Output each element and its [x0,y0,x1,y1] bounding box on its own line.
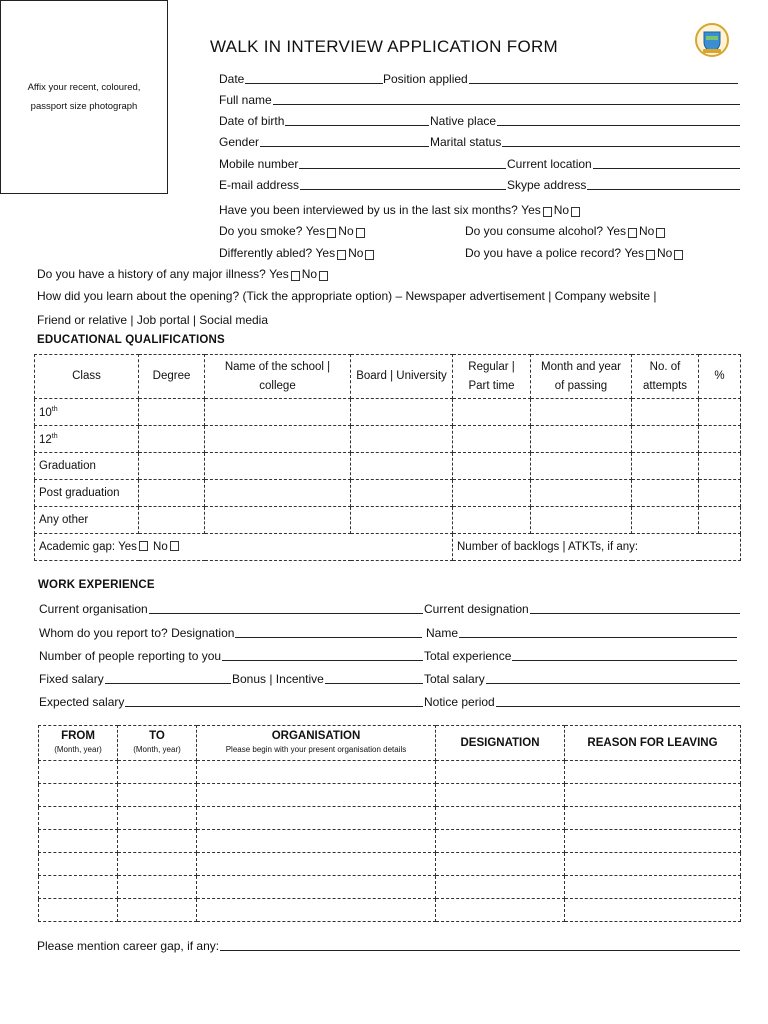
yes-label: Yes [624,246,645,260]
table-row [39,761,741,784]
illness-question: Do you have a history of any major illness? [37,267,266,281]
alcohol-question: Do you consume alcohol? [465,224,604,238]
people-reporting-label: Number of people reporting to you [39,649,222,663]
marital-status-field[interactable] [502,134,740,147]
no-label: No [301,267,318,281]
col-to: TO (Month, year) [118,726,197,761]
full-name-field[interactable] [273,92,740,105]
native-place-field[interactable] [497,113,740,126]
col-class: Class [35,355,139,399]
dob-label: Date of birth [219,114,285,128]
col-designation: DESIGNATION [436,726,565,761]
photo-box[interactable] [0,0,168,194]
report-to-label: Whom do you report to? Designation [39,626,235,640]
table-row [39,807,741,830]
no-checkbox[interactable] [656,228,665,238]
native-place-label: Native place [430,114,497,128]
education-table [34,354,741,561]
email-label: E-mail address [219,178,300,192]
table-row [35,480,741,507]
yes-label: Yes [315,246,336,260]
location-label: Current location [507,157,592,171]
career-gap-field[interactable] [220,938,740,951]
row-label-any-other: Any other [35,507,139,534]
col-month-year: Month and year of passing [531,355,632,399]
row-label-10th: 10th [35,399,139,426]
expected-salary-label: Expected salary [39,695,125,709]
yes-label: Yes [305,224,326,238]
total-experience-label: Total experience [424,649,512,663]
bonus-label: Bonus | Incentive [232,672,324,686]
notice-period-field[interactable] [496,694,740,707]
current-org-field[interactable] [149,601,423,614]
yes-label: Yes [521,203,541,217]
total-salary-field[interactable] [486,671,740,684]
yes-checkbox[interactable] [139,541,148,551]
col-school: Name of the school | college [205,355,351,399]
form-title: WALK IN INTERVIEW APPLICATION FORM [209,37,559,56]
no-checkbox[interactable] [571,207,580,217]
backlogs-cell[interactable] [453,534,741,561]
fixed-salary-label: Fixed salary [39,672,104,686]
police-question: Do you have a police record? [465,246,622,260]
table-row [39,876,741,899]
col-regular: Regular | Part time [453,355,531,399]
col-board: Board | University [351,355,453,399]
position-label: Position applied [383,72,468,86]
gender-field[interactable] [260,134,429,147]
yes-checkbox[interactable] [327,228,336,238]
col-attempts: No. of attempts [632,355,699,399]
current-designation-field[interactable] [530,601,740,614]
yes-label: Yes [606,224,627,238]
location-field[interactable] [593,156,740,169]
school-crest-icon [692,22,732,58]
no-checkbox[interactable] [365,250,374,260]
mobile-label: Mobile number [219,157,299,171]
table-row [39,784,741,807]
no-label: No [338,224,354,238]
academic-gap-label: Academic gap: [39,541,116,553]
no-checkbox[interactable] [356,228,365,238]
no-checkbox[interactable] [319,271,328,281]
table-row [39,899,741,922]
abled-question: Differently abled? [219,246,313,260]
education-heading: EDUCATIONAL QUALIFICATIONS [37,334,225,346]
table-row [35,507,741,534]
col-reason: REASON FOR LEAVING [565,726,741,761]
date-label: Date [219,72,245,86]
gender-label: Gender [219,135,260,149]
career-gap-label: Please mention career gap, if any: [37,939,220,953]
skype-field[interactable] [587,177,740,190]
yes-checkbox[interactable] [646,250,655,260]
learn-options: Friend or relative | Job portal | Social media [37,313,269,327]
table-row [35,426,741,453]
interviewed-question: Have you been interviewed by us in the last six months? [219,203,518,217]
table-header-row [39,726,741,761]
table-row [39,830,741,853]
row-label-post-graduation: Post graduation [35,480,139,507]
notice-period-label: Notice period [424,695,495,709]
no-checkbox[interactable] [170,541,179,551]
yes-checkbox[interactable] [337,250,346,260]
yes-checkbox[interactable] [291,271,300,281]
col-degree: Degree [139,355,205,399]
mobile-field[interactable] [299,156,506,169]
dob-field[interactable] [285,113,429,126]
yes-checkbox[interactable] [543,207,552,217]
no-label: No [153,541,168,553]
current-designation-label: Current designation [424,602,529,616]
no-label: No [553,203,570,217]
yes-label: Yes [269,267,289,281]
learn-question: How did you learn about the opening? (Tick the appropriate option) – Newspaper advertisement | Company website | [37,289,657,303]
yes-label: Yes [118,541,137,553]
total-experience-field[interactable] [512,648,737,661]
no-label: No [657,246,673,260]
total-salary-label: Total salary [424,672,485,686]
backlogs-label: Number of backlogs | ATKTs, if any: [457,541,639,553]
skype-label: Skype address [507,178,587,192]
photo-instruction: Affix your recent, coloured, [27,82,141,93]
row-label-graduation: Graduation [35,453,139,480]
marital-status-label: Marital status [430,135,502,149]
col-from: FROM (Month, year) [39,726,118,761]
photo-instruction-2: passport size photograph [30,101,138,112]
col-organisation: ORGANISATION Please begin with your present organisation details [197,726,436,761]
row-label-12th: 12th [35,426,139,453]
no-label: No [348,246,364,260]
bonus-field[interactable] [325,671,423,684]
date-field[interactable] [245,71,383,84]
smoke-question: Do you smoke? [219,224,303,238]
yes-checkbox[interactable] [628,228,637,238]
work-heading: WORK EXPERIENCE [38,579,155,591]
no-label: No [639,224,655,238]
table-row [35,399,741,426]
full-name-label: Full name [219,93,272,107]
table-row [39,853,741,876]
no-checkbox[interactable] [674,250,683,260]
work-history-table [38,725,741,922]
position-field[interactable] [469,71,738,84]
name-field[interactable] [459,625,737,638]
table-row [35,534,741,561]
expected-salary-field[interactable] [125,694,423,707]
current-org-label: Current organisation [39,602,148,616]
fixed-salary-field[interactable] [105,671,231,684]
col-percent: % [699,355,741,399]
email-field[interactable] [300,177,506,190]
academic-gap-cell [35,534,453,561]
name-label: Name [426,626,459,640]
table-row [35,453,741,480]
report-to-field[interactable] [235,625,422,638]
people-reporting-field[interactable] [222,648,423,661]
table-header-row [35,355,741,399]
